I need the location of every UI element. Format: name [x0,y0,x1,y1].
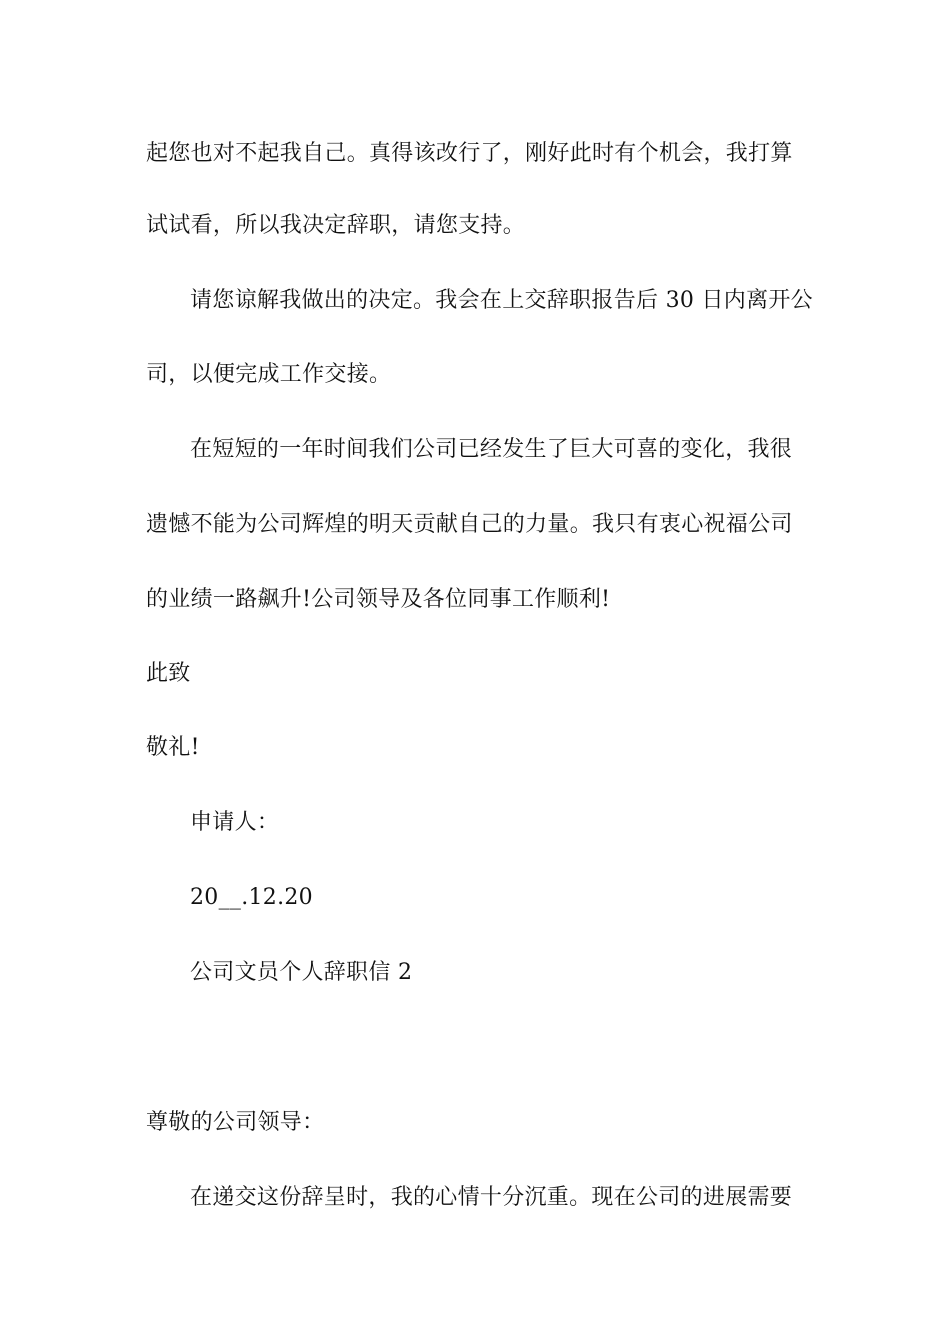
paragraph-line: 在短短的一年时间我们公司已经发生了巨大可喜的变化，我很 [190,437,793,462]
paragraph-line: 遗憾不能为公司辉煌的明天贡献自己的力量。我只有衷心祝福公司 [146,512,793,537]
paragraph-line: 的业绩一路飙升!公司领导及各位同事工作顺利! [146,587,611,612]
closing-regards: 敬礼! [146,735,200,760]
applicant-label: 申请人： [190,810,280,835]
letter-date: 20__.12.20 [190,885,313,910]
section-title: 公司文员个人辞职信 2 [190,960,413,985]
paragraph-line: 在递交这份辞呈时，我的心情十分沉重。现在公司的进展需要 [190,1185,793,1210]
paragraph-line: 试试看，所以我决定辞职，请您支持。 [146,213,526,238]
closing-salutation: 此致 [146,661,191,686]
greeting-line: 尊敬的公司领导： [146,1110,325,1135]
paragraph-line: 起您也对不起我自己。真得该改行了，刚好此时有个机会，我打算 [146,141,793,166]
paragraph-line: 司，以便完成工作交接。 [146,362,392,387]
paragraph-line: 请您谅解我做出的决定。我会在上交辞职报告后 30 日内离开公 [190,288,813,313]
